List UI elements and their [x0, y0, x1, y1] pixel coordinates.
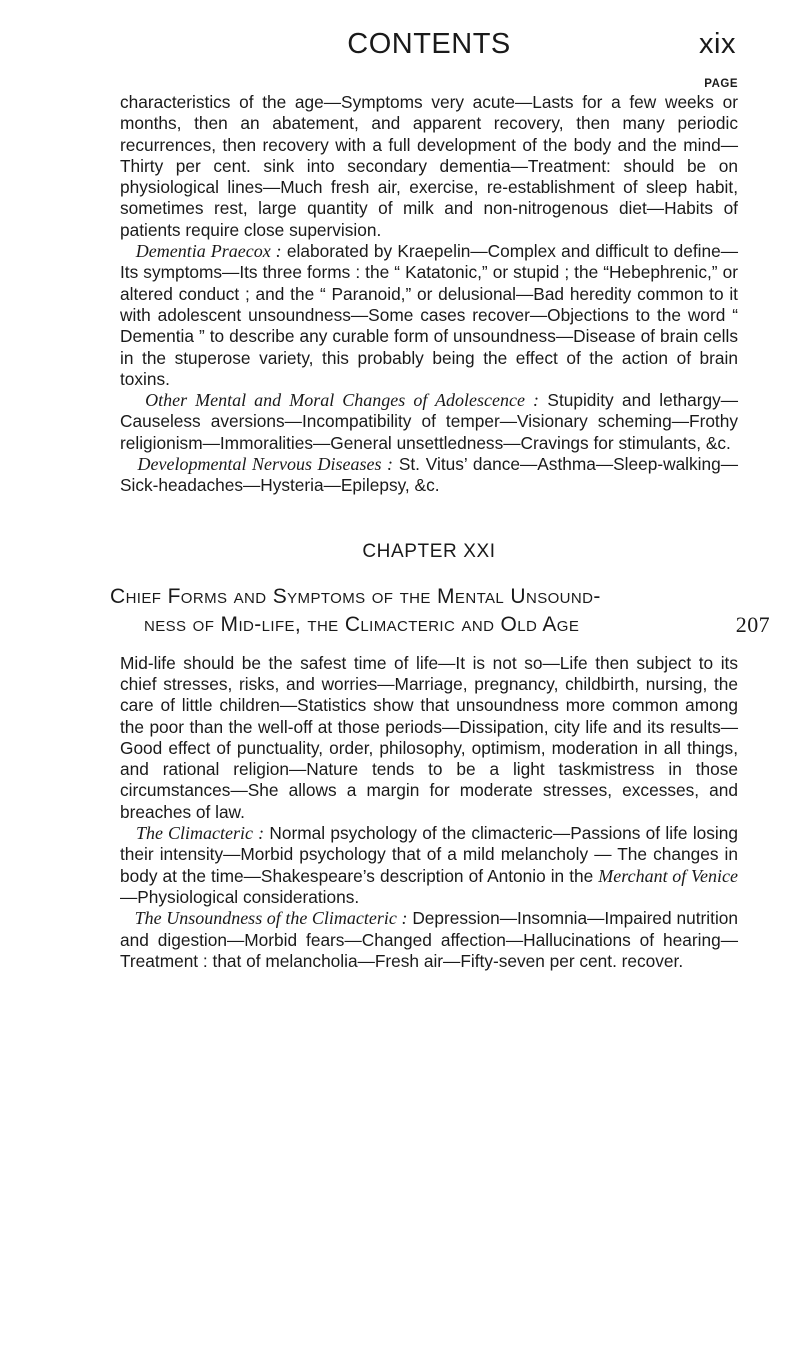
running-head — [120, 28, 738, 72]
section-developmental-diseases — [120, 454, 738, 497]
running-title: CONTENTS — [347, 28, 511, 60]
section-unsoundness-climacteric — [120, 908, 738, 972]
section-text: Normal psychology of the climacteric—Passions of life losing their intensity—Morbid psychology that of a mild melancholy — The changes in body at the time—Shakespeare’s description of Antonio in the — [120, 823, 738, 886]
section-other-changes — [120, 390, 738, 454]
page-number: xix — [699, 28, 736, 60]
chapter-intro-paragraph: Mid-life should be the safest time of life—It is not so—Life then subject to its chief stresses, risks, and worries—Marriage, pregnancy, childbirth, nursing, the care of little children—Statistics show that unsoundness more common among the poor than the well-off at those periods—Dissipation, city life and its results—Good effect of punctuality, order, philosophy, optimism, moderation in all things, and rational religion—Nature tends to be a light taskmistress in those circumstances—She allows a margin for moderate stresses, excesses, and breaches of law. — [120, 652, 738, 822]
section-text: St. Vitus’ dance—Asthma—Sleep-walking—Sick-headaches—Hysteria—Epilepsy, &c. — [120, 454, 739, 496]
contents-page — [110, 28, 770, 972]
section-text: elaborated by Kraepelin—Complex and difficult to define—Its symptoms—Its three forms : the “ Katatonic,” or stupid ; the “Hebephrenic,” or altered conduct ; and the “ Paranoid,” or delusional—Bad heredity common to it with adolescent unsoundness—Some cases recover—Objections to the word “ Dementia ” to describe any curable form of unsoundness—Disease of brain cells in the stuperose variety, this probably being the effect of the action of brain toxins. — [120, 241, 738, 389]
section-heading: Dementia Praecox : — [135, 241, 282, 262]
section-dementia-praecox — [120, 241, 738, 390]
page-column-label: PAGE — [704, 78, 738, 90]
chapter-page-number: 207 — [735, 611, 770, 637]
section-text: Depression—Insomnia—Impaired nutrition and digestion—Morbid fears—Changed affection—Hallucinations of hearing—Treatment : that of melancholia—Fresh air—Fifty-seven per cent. recover. — [120, 908, 739, 971]
section-heading: The Unsoundness of the Climacteric : — [134, 908, 408, 929]
chapter-label: CHAPTER XXI — [362, 540, 496, 562]
chapter-title — [110, 583, 770, 639]
previous-chapter-paragraph: characteristics of the age—Symptoms very acute—Lasts for a few weeks or months, then an abatement, and apparent recovery, then many periodic recurrences, then recovery with a full development of the body and the mind—Thirty per cent. sink into secondary dementia—Treatment: should be on physiological lines—Much fresh air, exercise, re-establishment of sleep habit, sometimes rest, large quantity of milk and non-nitrogenous diet—Habits of patients require close supervision. — [120, 92, 738, 240]
section-text: Stupidity and lethargy—Causeless aversions—Incompatibility of temper—Visionary scheming—Frothy religionism—Immoralities—General unsettledness—Cravings for stimulants, &c. — [120, 390, 739, 453]
chapter-title-line-1: Chief Forms and Symptoms of the Mental Unsound- — [110, 584, 601, 608]
section-text-continued: —Physiological considerations. — [120, 886, 360, 907]
section-heading: The Climacteric : — [136, 823, 265, 844]
chapter-title-line-2: ness of Mid-life, the Climacteric and Old Age — [144, 612, 580, 636]
section-heading: Other Mental and Moral Changes of Adolescence : — [145, 390, 540, 411]
section-heading: Developmental Nervous Diseases : — [137, 454, 393, 475]
section-climacteric — [120, 823, 738, 908]
work-title: Merchant of Venice — [598, 865, 739, 886]
